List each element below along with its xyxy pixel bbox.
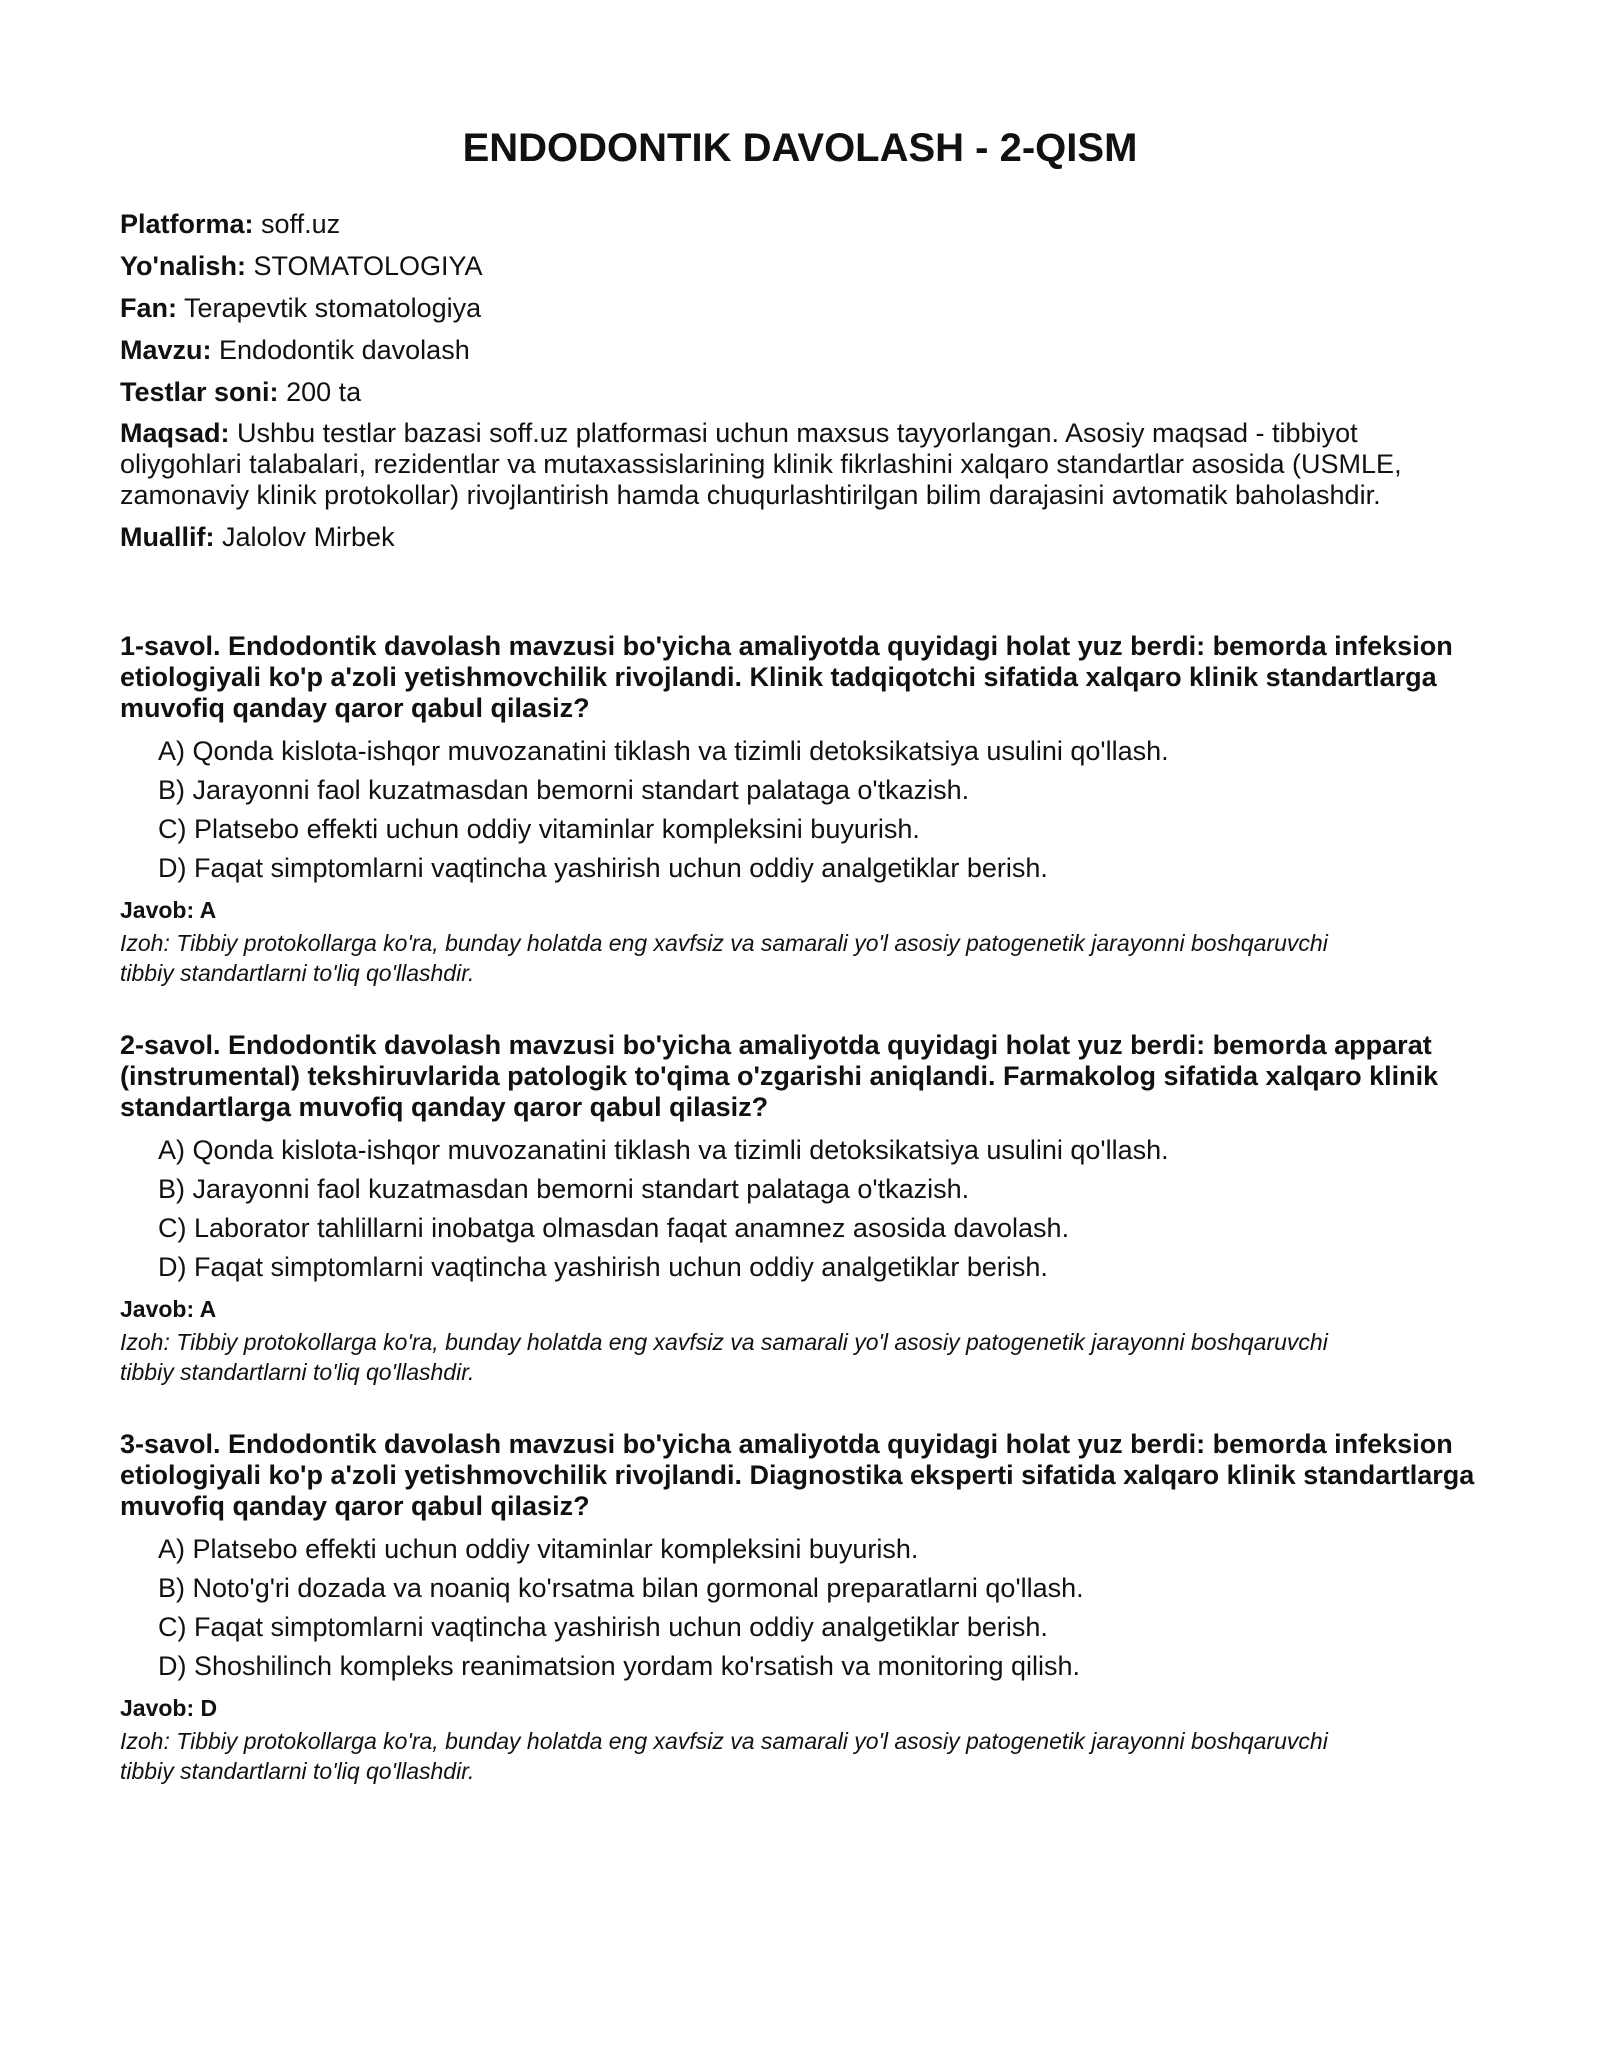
option-d: D) Faqat simptomlarni vaqtincha yashirish uchun oddiy analgetiklar berish.: [158, 1252, 1048, 1282]
explanation-text: Izoh: Tibbiy protokollarga ko'ra, bunday holatda eng xavfsiz va samarali yo'l asosiy patogenetik jarayonni boshqaruvchi tibbiy standartlarni to'liq qo'llashdir.: [120, 1728, 1328, 1784]
option-c: C) Laborator tahlillarni inobatga olmasdan faqat anamnez asosida davolash.: [158, 1213, 1070, 1243]
option-b: B) Jarayonni faol kuzatmasdan bemorni standart palataga o'tkazish.: [158, 1174, 970, 1204]
option-a: A) Qonda kislota-ishqor muvozanatini tiklash va tizimli detoksikatsiya usulini qo'llash.: [158, 1135, 1169, 1165]
option-d: D) Faqat simptomlarni vaqtincha yashirish uchun oddiy analgetiklar berish.: [158, 853, 1048, 883]
explanation-text: Izoh: Tibbiy protokollarga ko'ra, bunday holatda eng xavfsiz va samarali yo'l asosiy patogenetik jarayonni boshqaruvchi tibbiy standartlarni to'liq qo'llashdir.: [120, 1329, 1328, 1385]
question-list: [120, 631, 1480, 1786]
option-c: C) Platsebo effekti uchun oddiy vitaminlar kompleksini buyurish.: [158, 814, 920, 844]
document-page: [120, 0, 1480, 1828]
answer-text: Javob: A: [120, 897, 217, 923]
page-title: ENDODONTIK DAVOLASH - 2-QISM: [462, 126, 1138, 170]
meta-topic-label: Mavzu:: [120, 335, 212, 365]
question-item: [120, 631, 1480, 988]
option-a: A) Platsebo effekti uchun oddiy vitaminlar kompleksini buyurish.: [158, 1534, 919, 1564]
question-text: 2-savol. Endodontik davolash mavzusi bo'yicha amaliyotda quyidagi holat yuz berdi: bemorda apparat (instrumental) tekshiruvlarida patologik to'qima o'zgarishi aniqlandi. Farmakolog sifatida xalqaro klinik standartlarga muvofiq qanday qaror qabul qilasiz?: [120, 1030, 1439, 1122]
question-text: 1-savol. Endodontik davolash mavzusi bo'yicha amaliyotda quyidagi holat yuz berdi: bemorda infeksion etiologiyali ko'p a'zoli yetishmovchilik rivojlandi. Klinik tadqiqotchi sifatida xalqaro klinik standartlarga muvofiq qanday qaror qabul qilasiz?: [120, 631, 1453, 723]
option-list: [120, 1534, 1480, 1682]
meta-author-label: Muallif:: [120, 522, 215, 552]
meta-subject-label: Fan:: [120, 293, 177, 323]
option-a: A) Qonda kislota-ishqor muvozanatini tiklash va tizimli detoksikatsiya usulini qo'llash.: [158, 736, 1169, 766]
meta-count-label: Testlar soni:: [120, 377, 279, 407]
meta-direction-value: STOMATOLOGIYA: [253, 251, 483, 281]
meta-count: [120, 376, 1480, 408]
question-item: [120, 1429, 1480, 1786]
meta-direction-label: Yo'nalish:: [120, 251, 246, 281]
meta-goal-value: Ushbu testlar bazasi soff.uz platformasi uchun maxsus tayyorlangan. Asosiy maqsad - tibbiyot oliygohlari talabalari, rezidentlar va mutaxassislarining klinik fikrlashini xalqaro standartlar asosida (USMLE, zamonaviy klinik protokollar) rivojlantirish hamda chuqurlashtirilgan bilim darajasini avtomatik baholashdir.: [120, 418, 1402, 510]
meta-platform-label: Platforma:: [120, 209, 254, 239]
meta-count-value: 200 ta: [286, 377, 362, 407]
explanation-text: Izoh: Tibbiy protokollarga ko'ra, bunday holatda eng xavfsiz va samarali yo'l asosiy patogenetik jarayonni boshqaruvchi tibbiy standartlarni to'liq qo'llashdir.: [120, 930, 1328, 986]
answer-text: Javob: D: [120, 1695, 218, 1721]
meta-topic-value: Endodontik davolash: [219, 335, 470, 365]
meta-subject: [120, 292, 1480, 324]
option-c: C) Faqat simptomlarni vaqtincha yashirish uchun oddiy analgetiklar berish.: [158, 1612, 1048, 1642]
question-item: [120, 1030, 1480, 1387]
option-b: B) Jarayonni faol kuzatmasdan bemorni standart palataga o'tkazish.: [158, 775, 970, 805]
meta-goal: [120, 418, 1460, 511]
meta-platform-value: soff.uz: [261, 209, 341, 239]
option-list: [120, 1135, 1480, 1283]
question-text: 3-savol. Endodontik davolash mavzusi bo'yicha amaliyotda quyidagi holat yuz berdi: bemorda infeksion etiologiyali ko'p a'zoli yetishmovchilik rivojlandi. Diagnostika eksperti sifatida xalqaro klinik standartlarga muvofiq qanday qaror qabul qilasiz?: [120, 1429, 1475, 1521]
meta-platform: [120, 208, 1480, 240]
meta-block: [120, 208, 1480, 553]
answer-text: Javob: A: [120, 1296, 217, 1322]
meta-subject-value: Terapevtik stomatologiya: [184, 293, 482, 323]
option-b: B) Noto'g'ri dozada va noaniq ko'rsatma bilan gormonal preparatlarni qo'llash.: [158, 1573, 1084, 1603]
meta-topic: [120, 334, 1480, 366]
meta-direction: [120, 250, 1480, 282]
option-d: D) Shoshilinch kompleks reanimatsion yordam ko'rsatish va monitoring qilish.: [158, 1651, 1081, 1681]
meta-goal-label: Maqsad:: [120, 418, 230, 448]
meta-author: [120, 521, 1480, 553]
option-list: [120, 736, 1480, 884]
meta-author-value: Jalolov Mirbek: [222, 522, 395, 552]
